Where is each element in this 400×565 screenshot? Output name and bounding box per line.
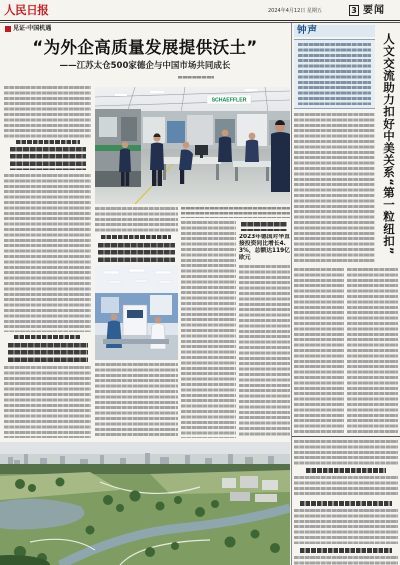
lab-bench (103, 339, 169, 344)
article-subhead-2 (98, 243, 175, 262)
machine-left (95, 109, 141, 187)
section-divider (291, 23, 292, 565)
aerial-town-photo (0, 442, 290, 565)
article-body-col1-part3 (4, 366, 91, 438)
brief-headline (300, 501, 392, 506)
section-name: 要闻 (363, 5, 385, 16)
article-body-col1-part2 (4, 174, 91, 332)
article-subhead-1 (10, 147, 86, 170)
brief-body (294, 556, 398, 565)
article-subhead-1-kicker (16, 140, 80, 144)
article-body-col2-part2 (95, 363, 178, 438)
commentary-abstract (298, 43, 371, 105)
lab-instrument (123, 305, 147, 337)
photo-caption (181, 207, 290, 218)
schaeffler-sign-text: SCHAEFFLER (211, 97, 247, 104)
highlight-kicker (241, 222, 287, 231)
monitor (195, 145, 208, 155)
factory-floor-photo (95, 87, 290, 204)
article-subhead-3-kicker (14, 335, 80, 339)
brief-body (294, 440, 398, 465)
commentary-body-part3 (347, 268, 398, 434)
article-body-col3 (181, 221, 236, 438)
article-body-col1-part1 (4, 86, 91, 138)
brief-body (294, 476, 398, 497)
page-number: 3 (349, 5, 359, 16)
commentary-column-name: 钟声 (297, 25, 319, 36)
column-tag: 见证·中国机遇 (13, 25, 52, 32)
article-byline (178, 76, 214, 80)
article-subhead-3 (8, 343, 88, 362)
brief-headline (300, 548, 392, 553)
schaeffler-sign (207, 95, 251, 104)
issue-date: 2024年4月12日 星期五 (268, 8, 322, 14)
masthead-rule (0, 20, 400, 21)
commentary-body-part1 (294, 113, 375, 264)
briefs-rule (292, 436, 400, 437)
article-headline: “为外企高质量发展提供沃土” (32, 38, 258, 57)
brief-headline (306, 468, 386, 473)
commentary-headline: 人文交流助力扣好中美关系“第一粒纽扣” (382, 33, 396, 256)
commentary-body-part2 (294, 268, 344, 434)
masthead-rule-thin (0, 22, 400, 23)
article-subheadline: ——江苏太仓500家德企与中国市场共同成长 (59, 61, 231, 71)
article-body-col4 (239, 265, 290, 438)
article-subhead-2-kicker (101, 235, 171, 239)
column-tag-icon (5, 26, 11, 32)
article-body-col2-part1 (95, 207, 178, 232)
brief-body (294, 509, 398, 544)
investment-highlight: 2023年德国对华直接投资同比增长4.3%，总额达119亿欧元 (239, 234, 290, 261)
masthead-logo: 人民日报 (4, 3, 49, 17)
lab-photo (95, 265, 178, 360)
